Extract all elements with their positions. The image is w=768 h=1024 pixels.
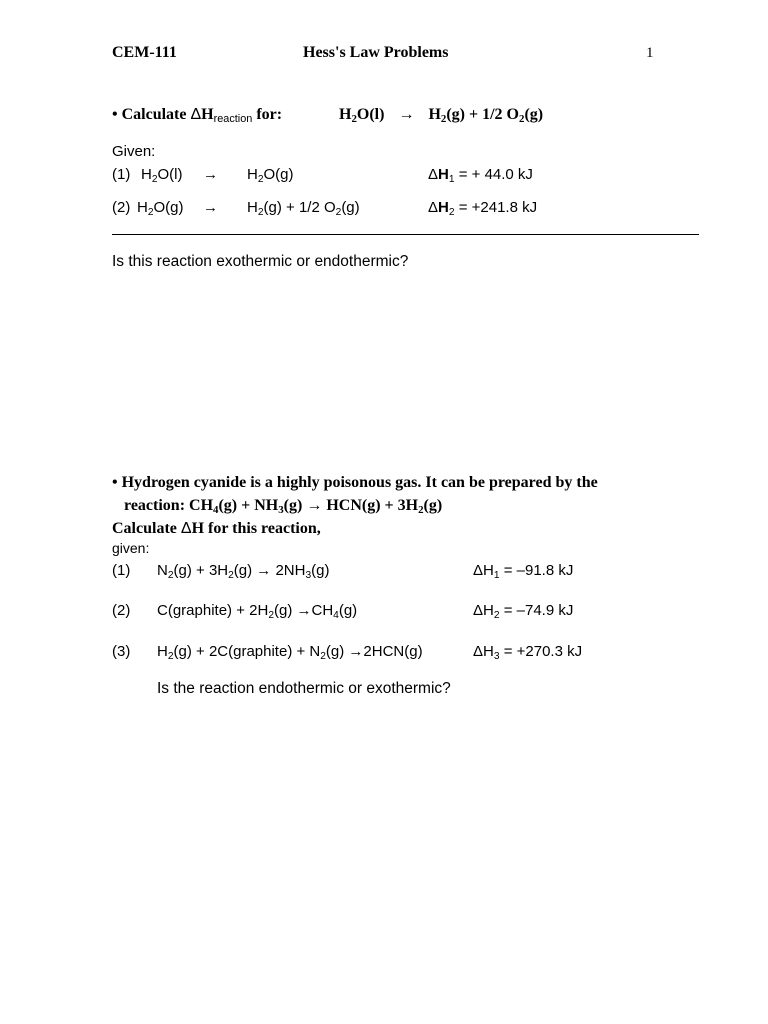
problem1-eq2-number: (2) bbox=[112, 199, 131, 216]
bullet: • bbox=[112, 474, 118, 491]
arrow-icon: → bbox=[296, 602, 312, 619]
problem2-eq1-enthalpy: $\Delta H_1 = -91.8$ kJ bbox=[473, 562, 574, 581]
delta-symbol: Δ bbox=[190, 106, 202, 123]
arrow-icon: → bbox=[256, 562, 272, 579]
course-code: CEM-111 bbox=[112, 44, 177, 61]
arrow-icon: → bbox=[348, 643, 364, 660]
problem1-eq1-reactant: $H_2O(l)$ bbox=[141, 166, 183, 185]
problem2-eq1-reaction: $N_2(g) + 3H_2(g) \to 2NH_3(g)$ bbox=[157, 562, 330, 581]
problem2-eq3-reaction: $H_2(g)$ + 2C(graphite) + $N_2(g) \to 2HCN(g)$ bbox=[157, 643, 423, 662]
problem2-intro: • Hydrogen cyanide is a highly poisonous gas. It can be prepared by the bbox=[112, 474, 598, 491]
problem1-eq2-reactant: $H_2O(g)$ bbox=[137, 199, 184, 218]
problem1-question: Is this reaction exothermic or endothermic? bbox=[112, 253, 409, 270]
arrow-icon: → bbox=[203, 166, 218, 183]
problem1-target-equation: $H_2O(l) \to H_2(g) + 1/2$ $O_2(g)$ bbox=[339, 106, 544, 126]
divider-line bbox=[112, 234, 699, 235]
problem2-reaction: reaction: $CH_4(g) + NH_3(g) \to HCN(g) + 3H_2(g)$ bbox=[124, 497, 443, 517]
bullet: • bbox=[112, 106, 118, 123]
page-number: 1 bbox=[646, 45, 654, 61]
problem1-eq2-enthalpy: $\Delta H_2 = +241.8$ kJ bbox=[428, 199, 538, 218]
problem1-prompt: • Calculate $\Delta H_{reaction}$ for: bbox=[112, 106, 283, 126]
problem1-eq1-product: $H_2O(g)$ bbox=[247, 166, 294, 185]
problem2-eq1-number: (1) bbox=[112, 562, 131, 579]
problem1-given-label: Given: bbox=[112, 143, 156, 160]
problem2-eq3-number: (3) bbox=[112, 643, 131, 660]
problem2-question: Is the reaction endothermic or exothermic? bbox=[157, 680, 451, 697]
problem1-eq1-number: (1) bbox=[112, 166, 131, 183]
problem2-eq2-enthalpy: $\Delta H_2 = -74.9$ kJ bbox=[473, 602, 574, 621]
problem2-eq3-enthalpy: $\Delta H_3 = +270.3$ kJ bbox=[473, 643, 583, 662]
problem2-eq2-number: (2) bbox=[112, 602, 131, 619]
problem2-calculate: Calculate ΔH for this reaction, bbox=[112, 520, 321, 537]
delta-symbol: Δ bbox=[180, 520, 192, 537]
arrow-icon: → bbox=[203, 199, 218, 216]
problem2-given-label: given: bbox=[112, 540, 150, 556]
problem1-eq2-product: $H_2(g) + 1/2$ $O_2(g)$ bbox=[247, 199, 360, 218]
arrow-icon: → bbox=[398, 106, 415, 123]
arrow-icon: → bbox=[306, 497, 323, 514]
page-title: Hess's Law Problems bbox=[303, 44, 449, 61]
problem1-eq1-enthalpy: $\Delta H_1$ = + 44.0 kJ bbox=[428, 166, 533, 185]
problem2-eq2-reaction: C(graphite) + $2H_2(g) \to CH_4(g)$ bbox=[157, 602, 358, 621]
